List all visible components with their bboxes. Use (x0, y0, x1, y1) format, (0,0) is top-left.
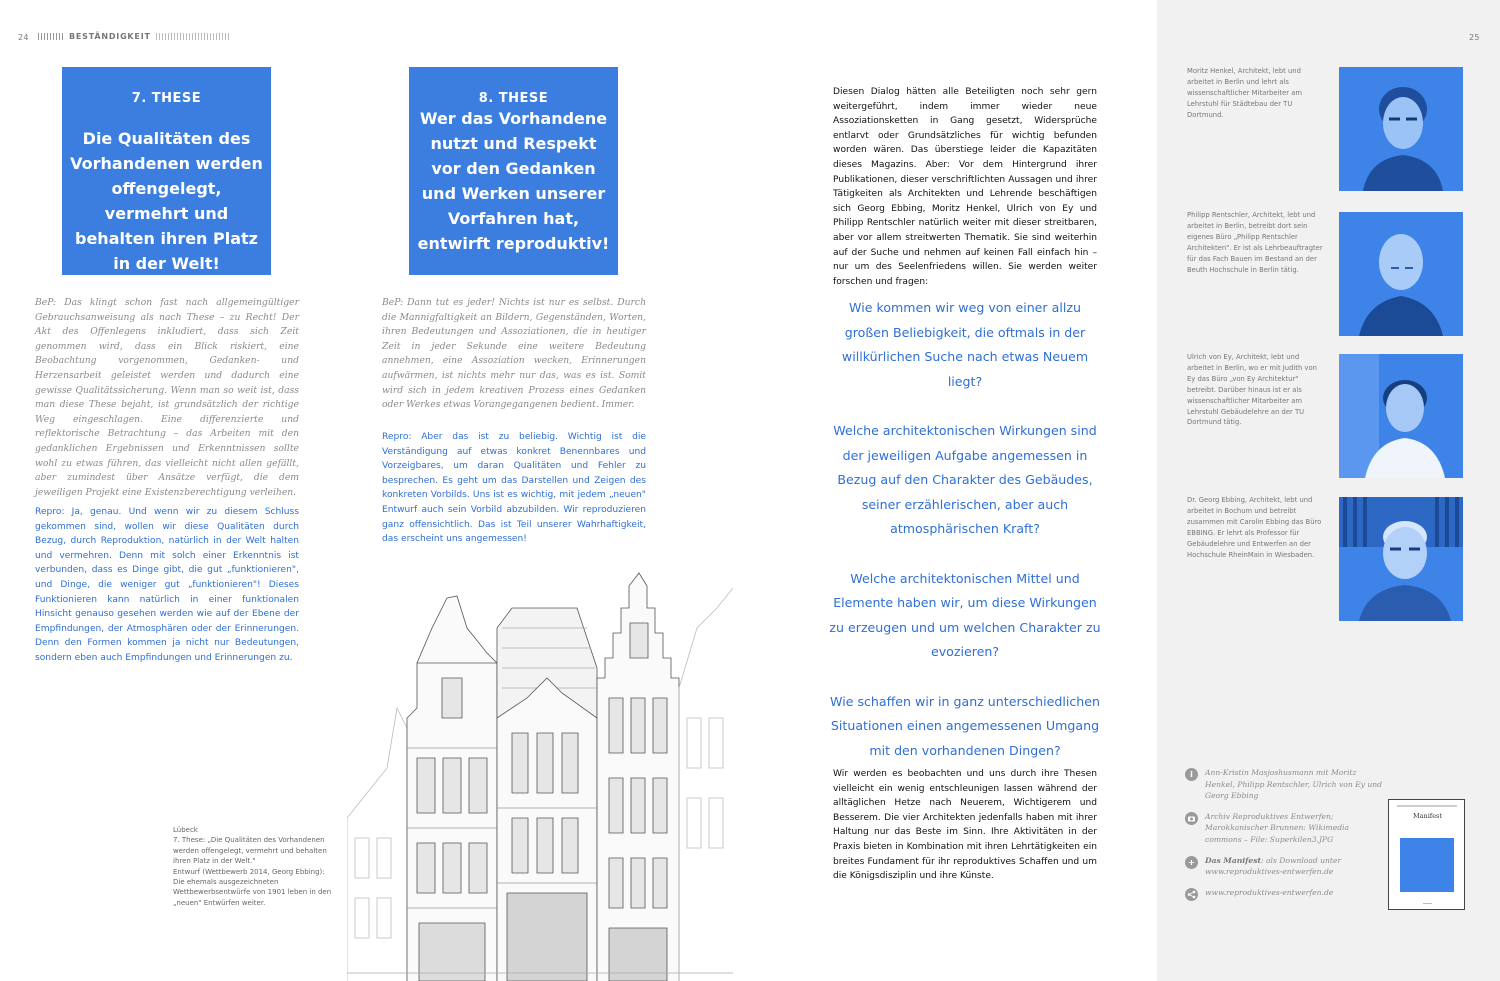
these-7-text: Die Qualitäten des Vorhandenen werden offengelegt, vermehrt und behalten ihren Platz in der Welt! (70, 129, 263, 273)
credit-photo (1185, 811, 1385, 846)
portrait-moritz-henkel (1339, 67, 1463, 191)
credits-block (1185, 767, 1385, 910)
these-7-label: 7. THESE (131, 91, 202, 106)
col2-repro-paragraph: Repro: Aber das ist zu beliebig. Wichtig ist die Verständigung auf etwas konkret Benennbares und Vorzeigbares, um daran Qualitäten und Fehler zu besprechen. Es geht um das Darstellen und Zeigen des konkreten Vorbilds. Uns ist es wichtig, mit jedem „neuen" Entwurf auch sein Vorbild abzubilden. Wir reproduzieren ganz offensichtlich. Das ist Teil unserer Wahrhaftigkeit, das erscheint uns angemessen! (382, 432, 646, 545)
credit-photo-text: Archiv Reproduktives Entwerfen; Marokkanischer Brunnen: Wikimedia commons – File: Superkilen3.JPG (1205, 811, 1350, 844)
plus-icon: + (1185, 856, 1198, 869)
bio-georg-ebbing: Dr. Georg Ebbing, Architekt, lebt und arbeitet in Bochum und betreibt zusammen mit Carolin Ebbing das Büro EBBING. Er lehrt als Professor für Gebäudelehre und Entwerfen an der Hochschule RheinMain in Wiesbaden. (1187, 496, 1322, 559)
these-8-label: 8. THESE (478, 91, 549, 106)
share-icon (1185, 888, 1198, 901)
header-decoration (38, 33, 64, 40)
cover-footer-line (1423, 903, 1432, 904)
portrait-philipp-rentschler (1339, 212, 1463, 336)
running-header (38, 32, 230, 41)
credit-manifest-text (1205, 855, 1385, 878)
website-link[interactable]: www.reproduktives-entwerfen.de (1205, 887, 1334, 897)
image-caption (173, 825, 333, 908)
bio-moritz-henkel: Moritz Henkel, Architekt, lebt und arbeitet in Berlin und lehrt als wissenschaftlicher Mitarbeiter am Lehrstuhl für Städtebau der TU Dortmund. (1187, 67, 1303, 119)
cover-header-line (1397, 805, 1457, 807)
page-number-right: 25 (1469, 33, 1480, 42)
these-8-text: Wer das Vorhandene nutzt und Respekt vor den Gedanken und Werken unserer Vorfahren hat, entwirft reproduktiv! (417, 109, 610, 253)
question-item: Welche architektonischen Wirkungen sind der jeweiligen Aufgabe angemessen in Bezug auf den Charakter des Gebäudes, seiner erzählerischen, aber auch atmosphärischen Kraft? (833, 422, 1097, 537)
question-item: Welche architektonischen Mittel und Elemente haben wir, um diese Wirkungen zu erzeugen und um welchen Charakter zu evozieren? (829, 570, 1101, 660)
portrait-georg-ebbing (1339, 497, 1463, 621)
portrait-ulrich-von-ey (1339, 354, 1463, 478)
col3-outro-paragraph: Wir werden es beobachten und uns durch ihre Thesen vielleicht ein wenig entschleunigen lassen während der alltäglichen Hetze nach Neuerem, Wichtigerem und Besserem. Die vier Architekten jedenfalls haben mit ihrer Haltung nur das Beste im Sinn. Ihre Aktivitäten in der Praxis bieten in Kombination mit ihren Lehrtätigkeiten ein breites Fundament für ihr reproduktives Schaffen und um die Königsdisziplin und ihre Künste. (833, 769, 1097, 882)
bio-ulrich-von-ey: Ulrich von Ey, Architekt, lebt und arbeitet in Berlin, wo er mit Judith von Ey das Büro „von Ey Architektur" betreibt. Darüber hinaus ist er als wissenschaftlicher Mitarbeiter am Lehrstuhl Gebäudelehre an der TU Dortmund tätig. (1187, 353, 1317, 427)
section-title: BESTÄNDIGKEIT (69, 32, 151, 41)
camera-icon (1185, 812, 1198, 825)
credit-author (1185, 767, 1385, 802)
cover-blue-square (1400, 838, 1454, 892)
bio-philipp-rentschler: Philipp Rentschler, Architekt, lebt und arbeitet in Berlin, betreibt dort sein eigenes Büro „Philipp Rentschler Architekten". Er ist als Lehrbeauftragter für das Fach Bauen im Bestand an der Beuth Hochschule in Berlin tätig. (1187, 211, 1323, 274)
question-item: Wie schaffen wir in ganz unterschiedlichen Situationen einen angemessenen Umgang mit den vorhandenen Dingen? (830, 693, 1100, 758)
caption-these: 7. These: „Die Qualitäten des Vorhandenen werden offengelegt, vermehrt und behalten ihren Platz in der Welt." (173, 836, 327, 866)
col3-intro-paragraph: Diesen Dialog hätten alle Beteiligten noch sehr gern weitergeführt, indem immer wieder neue Assoziationsketten in Gang gesetzt, Widersprüche entlarvt oder Grundsätzliches für wichtig befunden worden wären. Das überstiege leider die Kapazitäten dieses Magazins. Aber: Vor dem Hintergrund ihrer Publikationen, dieser verschriftlichten Aussagen und ihrer Tätigkeiten als Architekten und Lehrende beschäftigen sich Georg Ebbing, Moritz Henkel, Ulrich von Ey und Philipp Rentschler natürlich weiter mit dieser streitbaren, aber vor allem streitwerten Thematik. Sie sind weiterhin auf der Suche und nehmen auf keinen Fall einfach hin – nur um des Seelenfriedens willen. Sie werden weiter forschen und fragen: (833, 87, 1097, 287)
building-facade-drawing (347, 568, 733, 981)
credit-author-text: Ann-Kristin Masjoshusmann mit Moritz Henkel, Philipp Rentschler, Ulrich von Ey und Georg Ebbing (1205, 768, 1383, 801)
these-7-box (62, 67, 271, 275)
col1-bep-paragraph: BeP: Das klingt schon fast nach allgemeingültiger Gebrauchsanweisung als nach These – zu Recht! Der Akt des Offenlegens inkludiert, dass sich Zeit genommen wird, dass ein Blick riskiert, eine Beobachtung vorgenommen, Gedanken- und Herzensarbeit geleistet werden und dadurch eine gewisse Qualitätssicherung. Wenn man so weit ist, dass man diese These bejaht, ist grundsätzlich der richtige Weg eingeschlagen. Eine differenzierte und reflektorische Betrachtung – das Arbeiten mit den gedanklichen Ergebnissen und Erkenntnissen sollte wohl zu etwas führen, das vielleicht nicht allen gefällt, aber zumindest über Ansätze verfügt, die dem jeweiligen Projekt eine Existenzberechtigung verleihen. (35, 297, 299, 498)
caption-location: Lübeck (173, 826, 198, 834)
info-icon: i (1185, 768, 1198, 781)
caption-description: Entwurf (Wettbewerb 2014, Georg Ebbing): Die ehemals ausgezeichneten Wettbewerbsentwürfe von 1901 leben in den „neuen" Entwürfen weiter. (173, 867, 332, 907)
cover-title: Manifest (1413, 812, 1442, 820)
col2-bep-paragraph: BeP: Dann tut es jeder! Nichts ist nur es selbst. Durch die Mannigfaltigkeit an Bildern, Gegenständen, Worten, ihren Bedeutungen und Assoziationen, die in heutiger Zeit in jeder Sekunde eine weitere Bedeutung annehmen, eine Assoziation wecken, Erinnerungen aufwärmen, ist nichts mehr nur das, was es ist. Somit wird sich in jedem kreativen Prozess eines Gedanken oder Werkes etwas Vorangegangenen bedient. Immer. (382, 297, 646, 411)
these-8-box (409, 67, 618, 275)
manifest-download-text: : als Download unter www.reproduktives-entwerfen.de (1205, 855, 1342, 877)
manifest-cover (1388, 799, 1465, 910)
credit-website (1185, 887, 1385, 901)
page-number-left: 24 (18, 33, 29, 42)
header-decoration (156, 33, 230, 40)
questions-list (826, 296, 1104, 788)
col1-repro-paragraph: Repro: Ja, genau. Und wenn wir zu diesem Schluss gekommen sind, wollen wir diese Qualitäten durch Bezug, durch Reproduktion, natürlich in der Welt halten und vermehren. Denn mit solch einer Erkenntnis ist verbunden, dass es Dinge gibt, die gut „funktionieren", und Dinge, die weniger gut „funktionieren"! Dieses Funktionieren kann natürlich in einer funktionalen Hinsicht genauso gesehen werden wie auf der Ebene der Empfindungen, der Atmosphären oder der Erinnerungen. Denn den Formen kommen ja nicht nur Bedeutungen, sondern eben auch Empfindungen und Erinnerungen zu. (35, 507, 299, 663)
manifest-label: Das Manifest (1205, 855, 1262, 865)
credit-manifest (1185, 855, 1385, 878)
question-item: Wie kommen wir weg von einer allzu großen Beliebigkeit, die oftmals in der willkürlichen Suche nach etwas Neuem liegt? (841, 300, 1089, 389)
